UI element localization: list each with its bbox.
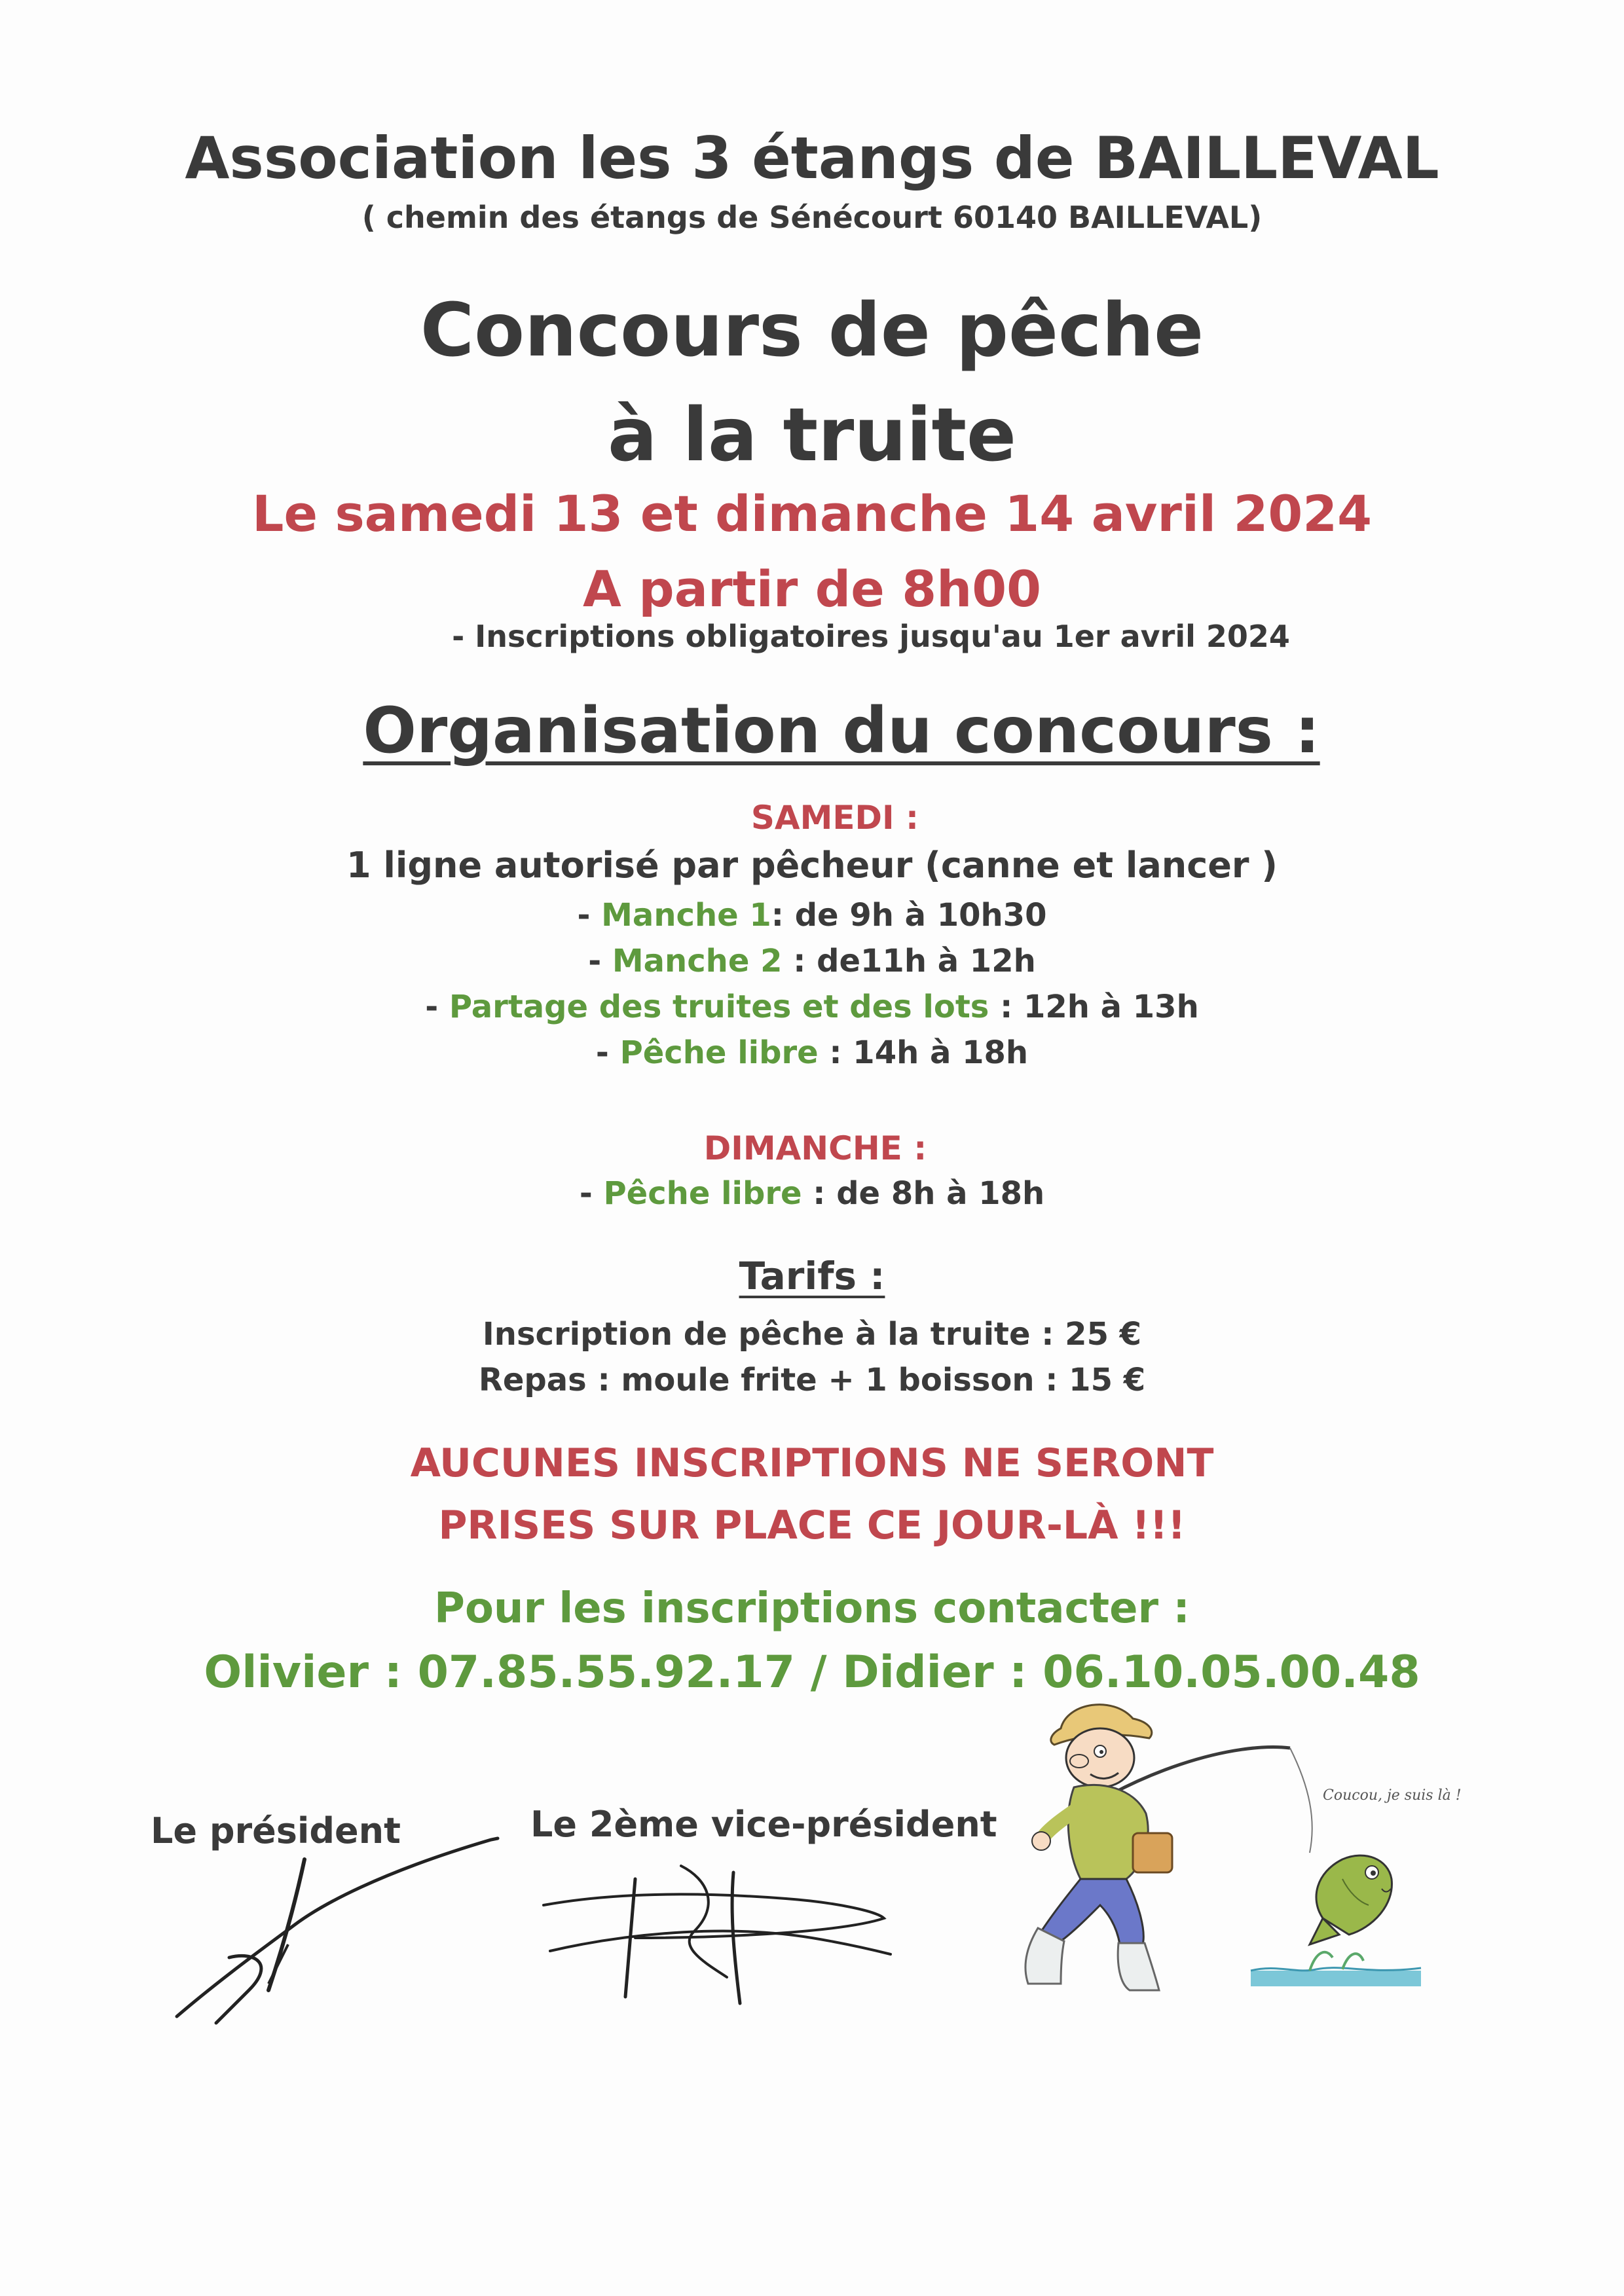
saturday-label: SAMEDI : [750, 799, 919, 837]
schedule-item-peche-libre: - Pêche libre : 14h à 18h [595, 1034, 1029, 1071]
tarif-inscription: Inscription de pêche à la truite : 25 € [482, 1316, 1142, 1353]
association-address: ( chemin des étangs de Sénécourt 60140 BAILLEVAL) [361, 200, 1263, 235]
warning-line1: AUCUNES INSCRIPTIONS NE SERONT [410, 1440, 1214, 1486]
warning-line2: PRISES SUR PLACE CE JOUR-LÀ !!! [438, 1503, 1186, 1548]
fisherman-illustration [1002, 1683, 1473, 2010]
schedule-item-manche-1: - Manche 1: de 9h à 10h30 [577, 897, 1047, 934]
schedule-item-name: Manche 2 [612, 943, 783, 979]
saturday-rule: 1 ligne autorisé par pêcheur (canne et lancer ) [346, 845, 1278, 886]
schedule-item-name: Partage des truites et des lots [449, 989, 989, 1025]
president-signature [164, 1820, 530, 2036]
vice-president-signature [537, 1853, 904, 2010]
schedule-item-name: Manche 1 [601, 897, 771, 934]
schedule-item-manche-2: - Manche 2 : de11h à 12h [588, 943, 1036, 979]
event-start-time: A partir de 8h00 [583, 560, 1041, 618]
president-label: Le président [151, 1810, 401, 1851]
event-title-line1: Concours de pêche [420, 288, 1204, 373]
vice-president-label: Le 2ème vice-président [530, 1804, 997, 1845]
event-dates: Le samedi 13 et dimanche 14 avril 2024 [252, 484, 1372, 543]
organisation-heading: Organisation du concours : [363, 694, 1320, 767]
event-title-line2: à la truite [608, 393, 1016, 478]
contact-heading: Pour les inscriptions contacter : [434, 1584, 1190, 1633]
sunday-item-peche-libre: - Pêche libre : de 8h à 18h [579, 1175, 1045, 1212]
tarifs-heading: Tarifs : [739, 1254, 885, 1298]
registration-deadline: - Inscriptions obligatoires jusqu'au 1er avril 2024 [452, 619, 1290, 654]
schedule-item-partage: - Partage des truites et des lots : 12h à 13h [425, 989, 1199, 1025]
tarif-repas: Repas : moule frite + 1 boisson : 15 € [478, 1362, 1146, 1398]
association-name: Association les 3 étangs de BAILLEVAL [185, 124, 1439, 192]
sunday-label: DIMANCHE : [703, 1129, 927, 1167]
contact-phones: Olivier : 07.85.55.92.17 / Didier : 06.10.05.00.48 [204, 1647, 1420, 1698]
schedule-item-name: Pêche libre [603, 1175, 802, 1212]
speech-bubble-text: Coucou, je suis là ! [1323, 1787, 1462, 1804]
schedule-item-name: Pêche libre [619, 1034, 819, 1071]
